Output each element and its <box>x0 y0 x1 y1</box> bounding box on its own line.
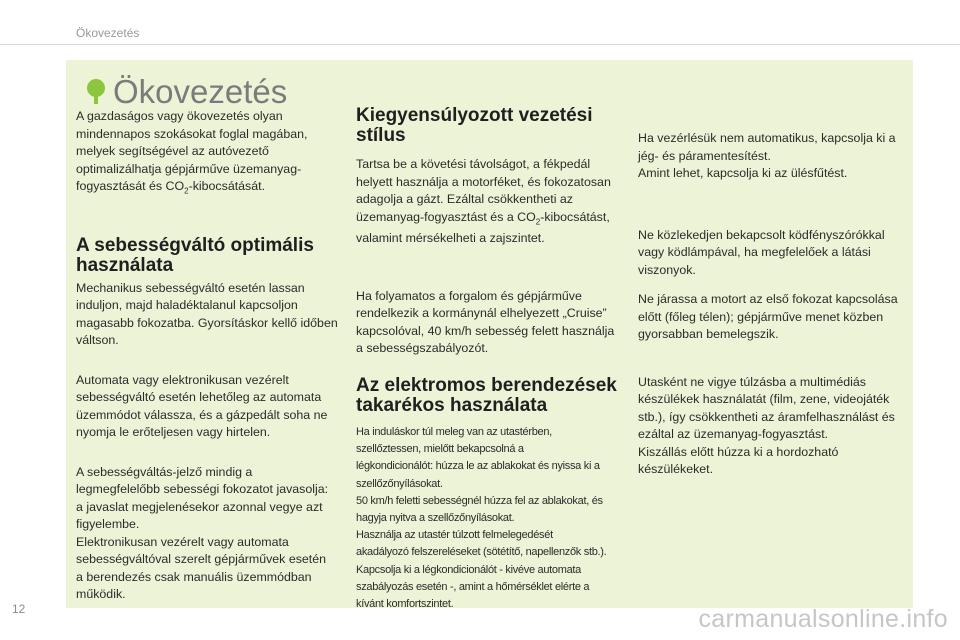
column-1 <box>76 108 346 604</box>
fog-lamp-paragraph: Ne közlekedjen bekapcsolt ködfényszórókkal vagy ködlámpával, ha megfelelőek a látási viszonyok. <box>638 227 885 277</box>
title-row <box>85 72 287 112</box>
electrical-heading: Az elektromos berendezések takarékos használata <box>356 374 617 416</box>
tree-icon <box>85 79 107 105</box>
header-divider <box>0 44 960 45</box>
column-3 <box>638 130 908 479</box>
driving-style-heading: Kiegyensúlyozott vezetési stílus <box>356 105 593 146</box>
engine-idle-paragraph: Ne járassa a motort az első fokozat kapcsolása előtt (főleg télen); gépjárműve menet közben gyorsabban bemelegszik. <box>638 292 898 341</box>
column-2 <box>356 106 626 613</box>
page-number: 12 <box>12 602 26 616</box>
intro-paragraph: A gazdaságos vagy ökovezetés olyan mindennapos szokásokat foglal magában, melyek segítségével az autóvezető optimalizálhatja gépjárműve üzemanyag- fogyasztását és $CO_2$-kibocsátását. <box>76 109 308 196</box>
gearbox-paragraph-2: Automata vagy elektronikusan vezérelt sebességváltó esetén lehetőleg az automata üzemmódot válassza, és a gázpedált soha ne nyomja le erőteljesen vagy hirtelen. <box>76 372 328 440</box>
cruise-paragraph: Ha folyamatos a forgalom és gépjárműve rendelkezik a kormánynál elhelyezett „Cruise” kapcsolóval, 40 km/h sebesség felett használja a sebességszabályozót. <box>356 288 615 356</box>
page-title: Ökovezetés <box>113 73 288 110</box>
gearbox-paragraph-1: Mechanikus sebességváltó esetén lassan induljon, majd haladéktalanul kapcsoljon magasabb fokozatba. Gyorsításkor kellő időben váltson. <box>76 280 338 348</box>
gearbox-heading: A sebességváltó optimális használata <box>76 234 314 276</box>
watermark: carmanualsonline.info <box>698 605 948 633</box>
running-header: Ökovezetés <box>76 26 140 40</box>
driving-style-paragraph: Tartsa be a követési távolságot, a fékpedál helyett használja a motorféket, és fokozatosan adagolja a gázt. Ezáltal csökkentheti az üzemanyag-fogyasztást és a $CO_2$-kibocsátást, valamint mérsékelheti a zajszintet. <box>356 157 611 246</box>
multimedia-paragraph: Utasként ne vigye túlzásba a multimédiás készülékek használatát (film, zene, videojáték stb.), így csökkentheti az áramfelhasználást és ezáltal az üzemanyag-fogyasztást. Kiszállás előtt húzza ki a hordozható készülékeket. <box>638 374 895 476</box>
electrical-paragraph: Ha induláskor túl meleg van az utastérben, szellőztessen, mielőtt bekapcsolná a légkondicionálót: húzza le az ablakokat és nyissa ki a szellőzőnyílásokat. 50 km/h feletti sebességnél húzza fel az ablakokat, és hagyja nyitva a szellőzőnyílásokat. Használja az utastér túlzott felmelegedését akadályozó felszereléseket (sötétítő, napellenzők stb.). Kapcsolja ki a légkondicionálót - kivéve automata szabályozás esetén -, amint a hőmérséklet elérte a kívánt komfortszintet. <box>356 425 607 610</box>
gearbox-paragraph-3: A sebességváltás-jelző mindig a legmegfelelőbb sebességi fokozatot javasolja: a javaslat megjelenésekor azonnal vegye azt figyelembe. Elektronikusan vezérelt vagy automata sebességváltóval szerelt gépjárművek esetén a berendezés csak manuális üzemmódban működik. <box>76 464 329 602</box>
defrost-paragraph: Ha vezérlésük nem automatikus, kapcsolja ki a jég- és páramentesítést. Amint lehet, kapcsolja ki az ülésfűtést. <box>638 131 896 180</box>
